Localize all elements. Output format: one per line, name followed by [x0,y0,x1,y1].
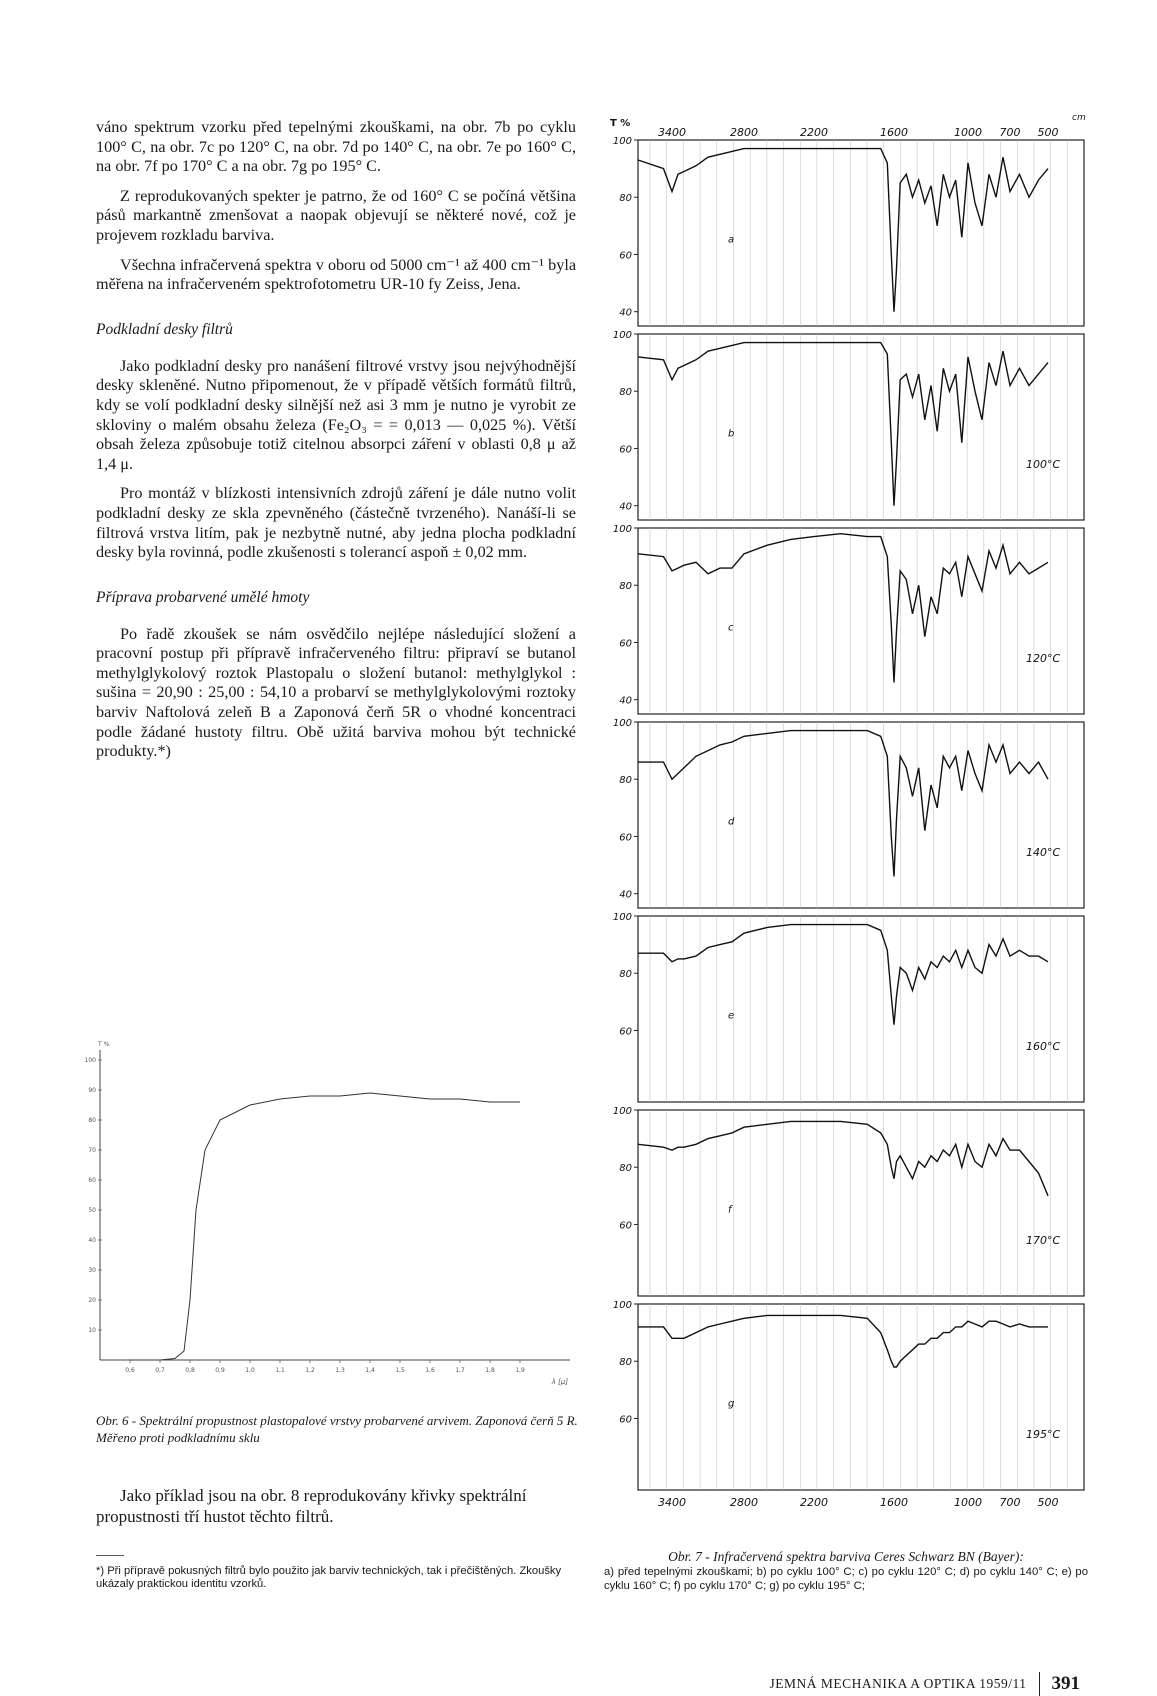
fig7-y-tick-label: 100 [612,330,632,341]
fig7-y-tick-label: 60 [619,444,632,456]
left-column [96,118,576,762]
page-footer [700,1672,1080,1696]
fig6-x-tick-label: 1,9 [515,1367,525,1374]
fig7-y-tick-label: 100 [612,1106,632,1117]
paragraph-4: Jako podkladní desky pro nanášení filtrové vrstvy jsou nejvýhodnější desky skleněné. Nutno připomenout, že v případě větších formátů filtrů, kdy se volí podkladní desky silnější než asi 3 mm je nutno je vyrobit ze skloviny o malém obsahu železa (Fe₂O₃ = = 0,013 — 0,025 %). Větší obsah železa způsobuje totiž citelnou absorpci záření v oblasti 0,8 μ až 1,4 μ. [96,356,576,473]
fig7-top-tick-label: 2200 [800,126,828,139]
fig6-axes [85,1041,570,1386]
fig7-y-tick-label: 40 [619,307,632,319]
fig7-y-tick-label: 60 [619,1220,632,1232]
fig7-spectrum-line-e [638,925,1048,1025]
fig7-y-unit: T % [610,118,631,129]
fig7-panel-label: e [728,1010,735,1022]
figure-7-caption [604,1548,1088,1593]
section-heading-plastic-prep: Příprava probarvené umělé hmoty [96,588,310,606]
figure-7-caption-title: Obr. 7 - Infračervená spektra barviva Ceres Schwarz BN (Bayer): [668,1549,1024,1564]
fig7-y-tick-label: 100 [612,718,632,729]
section-heading-filter-plates: Podkladní desky filtrů [96,320,233,338]
fig7-y-tick-label: 100 [612,524,632,535]
fig7-top-tick-label: 3400 [658,126,686,139]
page-number: 391 [1051,1673,1080,1694]
fig6-x-tick-label: 1,8 [485,1367,495,1374]
figure-6-caption: Obr. 6 - Spektrální propustnost plastopalové vrstvy probarvené arvivem. Zaponová čerň 5 R. Měřeno proti podkladnímu sklu [96,1413,578,1445]
fig7-spectrum-line-d [638,731,1048,877]
fig7-marks [638,149,1060,1441]
fig7-panel-label: g [728,1398,735,1410]
fig7-y-tick-label: 60 [619,638,632,650]
paragraph-5: Pro montáž v blízkosti intensivních zdrojů záření je dále nutno volit podkladní desky ze skla zpevněného (částečně tvrzeného). Nanáší-li se filtrová vrstva litím, pak je nezbytně nutné, aby jedna plocha podkladní desky byla rovinná, podle zkušenosti s tolerancí aspoň ± 0,02 mm. [96,484,576,562]
fig7-y-tick-label: 80 [619,1163,632,1175]
fig6-x-tick-label: 1,2 [305,1367,315,1374]
fig7-x-unit: cm [1072,113,1086,123]
figure-6-chart [84,1030,590,1400]
fig7-y-tick-label: 100 [612,912,632,923]
fig7-spectrum-line-g [638,1315,1048,1367]
fig7-spectrum-line-b [638,343,1048,506]
fig7-panel-temp: 160°C [1026,1039,1061,1053]
fig7-y-tick-label: 60 [619,250,632,262]
fig7-y-tick-label: 80 [619,387,632,399]
fig7-panel-label: c [728,622,734,634]
fig7-y-tick-label: 60 [619,832,632,844]
fig6-x-tick-label: 1,4 [365,1367,375,1374]
fig7-top-tick-label: 500 [1037,126,1059,139]
fig7-y-tick-label: 80 [619,969,632,981]
fig7-panel-temp: 170°C [1026,1233,1061,1247]
fig6-y-tick-label: 70 [88,1147,96,1154]
fig7-y-tick-label: 80 [619,193,632,205]
paragraph-2: Z reprodukovaných spekter je patrno, že od 160° C se počíná většina pásů markantně zmenšovat a naopak objevují se některé nové, což je projevem rozkladu barviva. [96,186,576,244]
fig6-y-tick-label: 20 [88,1297,96,1304]
fig7-panel-label: f [728,1204,732,1216]
fig6-x-tick-label: 0,8 [185,1367,195,1374]
fig7-spectrum-line-a [638,149,1048,312]
fig6-x-tick-label: 0,7 [155,1367,165,1374]
fig7-spectrum-line-c [638,534,1048,683]
fig7-bottom-tick-label: 1000 [954,1496,982,1509]
fig6-y-tick-label: 60 [88,1177,96,1184]
fig6-x-tick-label: 1,0 [245,1367,255,1374]
fig6-x-axis-label: λ [μ] [551,1378,568,1386]
fig7-y-tick-label: 40 [619,889,632,901]
fig7-bottom-tick-label: 500 [1037,1496,1059,1509]
fig6-y-tick-label: 50 [88,1207,96,1214]
fig7-y-tick-label: 60 [619,1026,632,1038]
fig7-top-tick-label: 1600 [880,126,908,139]
paragraph-1: váno spektrum vzorku před tepelnými zkouškami, na obr. 7b po cyklu 100° C, na obr. 7c po 120° C, na obr. 7d po 140° C, na obr. 7e po 160° C, na obr. 7f po 170° C a na obr. 7g po 195° C. [96,118,576,176]
fig6-x-tick-label: 1,6 [425,1367,435,1374]
fig7-y-tick-label: 100 [612,1300,632,1311]
fig6-x-tick-label: 1,5 [395,1367,405,1374]
fig6-x-tick-label: 1,3 [335,1367,345,1374]
fig6-y-axis-label: T % [98,1041,110,1048]
fig7-frame [610,113,1086,1509]
fig7-bottom-tick-label: 2800 [730,1496,758,1509]
fig7-y-tick-label: 80 [619,581,632,593]
fig7-top-tick-label: 2800 [730,126,758,139]
paragraph-8: Jako příklad jsou na obr. 8 reprodukovány křivky spektrální propustnosti tří hustot těchto filtrů. [96,1486,527,1526]
fig7-panel-label: a [728,234,735,246]
fig6-y-tick-label: 100 [84,1057,96,1064]
figure-7-caption-body: a) před tepelnými zkouškami; b) po cyklu 100° C; c) po cyklu 120° C; d) po cyklu 140° C; e) po cyklu 160° C; f) po cyklu 170° C; g) po cyklu 195° C; [604,1566,1088,1592]
figure-7-chart [600,112,1090,1532]
paragraph-6: Po řadě zkoušek se nám osvědčilo nejlépe následující složení a pracovní postup při přípravě infračerveného filtru: připraví se butanol methylglykolový roztok Plastopalu o složení butanol: methylglykol : sušina = 20,90 : 25,00 : 54,10 a probarví se methylglykolovými roztoky barviv Naftolová zeleň B a Zaponová čerň 5R o vhodné koncentraci podle žádané hustoty filtru. Obě užitá barviva mohou být technické produkty.*) [96,624,576,761]
fig6-x-tick-label: 1,1 [275,1367,285,1374]
fig7-y-tick-label: 40 [619,501,632,513]
fig6-x-tick-label: 0,6 [125,1367,135,1374]
fig7-bottom-tick-label: 1600 [880,1496,908,1509]
fig7-top-tick-label: 700 [999,126,1021,139]
fig7-y-tick-label: 60 [619,1414,632,1426]
journal-name: JEMNÁ MECHANIKA A OPTIKA 1959/11 [769,1676,1027,1691]
fig6-marks [130,1093,520,1360]
fig7-bottom-tick-label: 700 [999,1496,1021,1509]
fig7-panel-label: b [728,428,735,440]
fig6-transmission-line [130,1093,520,1360]
fig7-panel-temp: 100°C [1026,457,1061,471]
fig6-x-tick-label: 0,9 [215,1367,225,1374]
fig7-top-tick-label: 1000 [954,126,982,139]
fig7-bottom-tick-label: 2200 [800,1496,828,1509]
fig6-x-tick-label: 1,7 [455,1367,465,1374]
fig6-y-tick-label: 30 [88,1267,96,1274]
footnote-rule [96,1555,124,1556]
fig7-panel-label: d [728,816,735,828]
fig7-panel-temp: 120°C [1026,651,1061,665]
fig7-y-tick-label: 80 [619,775,632,787]
fig6-y-tick-label: 10 [88,1327,96,1334]
footer-divider [1039,1672,1040,1696]
fig7-y-tick-label: 40 [619,695,632,707]
fig7-panel-temp: 140°C [1026,845,1061,859]
fig7-y-tick-label: 100 [612,136,632,147]
paragraph-3: Všechna infračervená spektra v oboru od 5000 cm⁻¹ až 400 cm⁻¹ byla měřena na infračerveném spektrofotometru UR-10 fy Zeiss, Jena. [96,255,576,294]
fig7-y-tick-label: 80 [619,1357,632,1369]
fig6-y-tick-label: 80 [88,1117,96,1124]
fig6-y-tick-label: 90 [88,1087,96,1094]
fig6-y-tick-label: 40 [88,1237,96,1244]
fig7-spectrum-line-f [638,1121,1048,1195]
fig7-bottom-tick-label: 3400 [658,1496,686,1509]
footnote: *) Při přípravě pokusných filtrů bylo použito jak barviv technických, tak i přečištěných. Zkoušky ukázaly praktickou identitu vzorků. [96,1565,562,1590]
fig7-panel-temp: 195°C [1026,1427,1061,1441]
